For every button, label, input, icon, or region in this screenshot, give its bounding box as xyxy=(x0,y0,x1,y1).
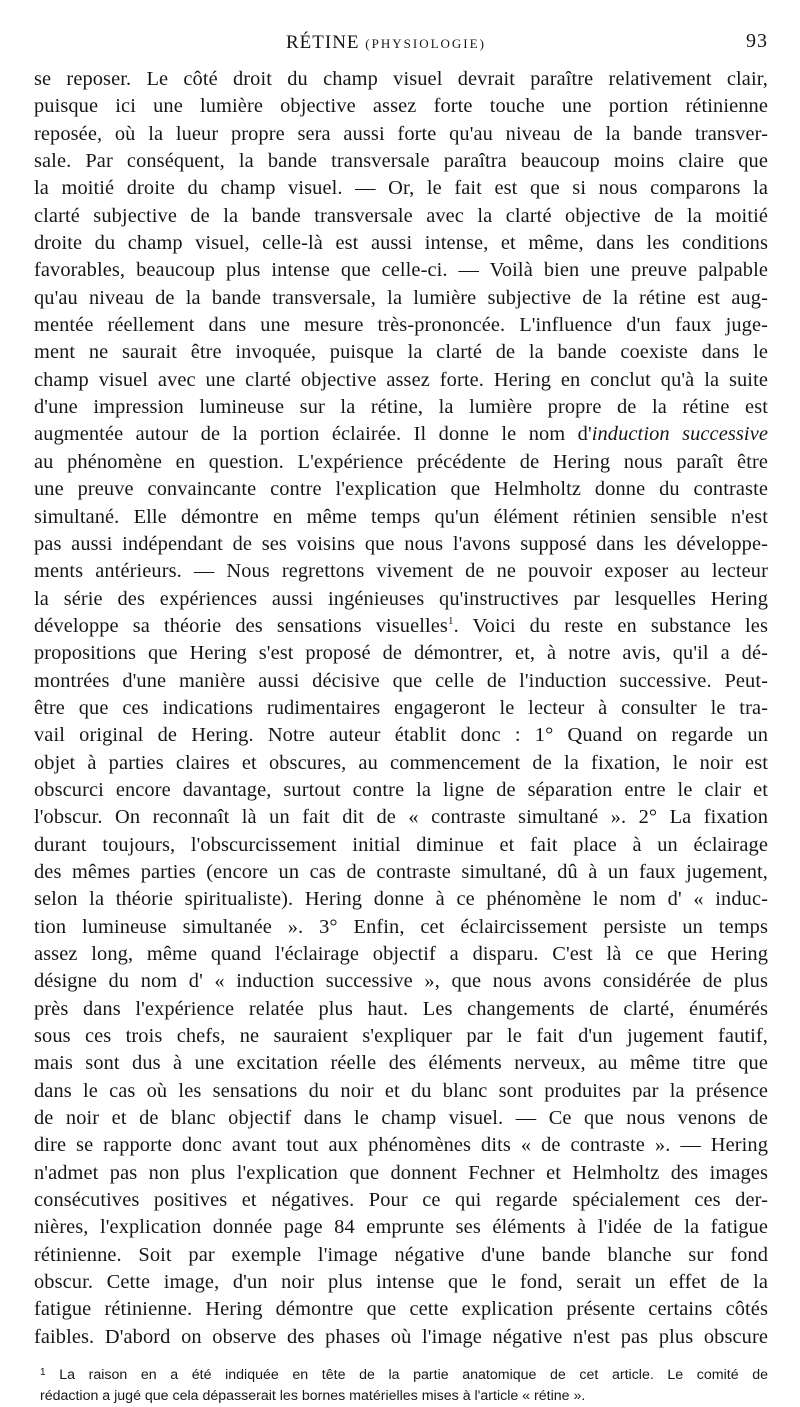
text-line: l'obscur. On reconnaît là un fait dit de « contraste simultané ». 2° La fixation xyxy=(34,806,768,829)
text-line: obscurci encore davantage, surtout contre la ligne de séparation entre le clair et xyxy=(34,778,768,801)
text-line: mentée réellement dans une mesure très-prononcée. L'influence d'un faux juge- xyxy=(34,314,768,337)
text-line: durant toujours, l'obscurcissement initial diminue et fait place à un éclairage xyxy=(34,833,768,856)
text-line: ments antérieurs. — Nous regrettons vivement de ne pouvoir exposer au lecteur xyxy=(34,560,768,583)
text-line-with-footnote-ref xyxy=(34,613,768,640)
text-line: consécutives positives et négatives. Pour ce qui regarde spécialement ces der- xyxy=(34,1189,768,1212)
footnote-line: rédaction a jugé que cela dépasserait les bornes matérielles mises à l'article « rétine ». xyxy=(40,1388,586,1405)
body-text xyxy=(34,66,768,1351)
text-line: montrées d'une manière aussi décisive que celle de l'induction successive. Peut- xyxy=(34,669,768,692)
text-line: faibles. D'abord on observe des phases où l'image négative n'est pas plus obscure xyxy=(34,1325,768,1348)
text-line: sous ces trois chefs, ne sauraient s'expliquer par le fait d'un jugement fautif, xyxy=(34,1025,768,1048)
text-line: rétinienne. Soit par exemple l'image négative d'une bande blanche sur fond xyxy=(34,1243,768,1266)
text-line: ment ne saurait être invoquée, puisque la clarté de la bande coexiste dans le xyxy=(34,341,768,364)
text-line: la série des expériences aussi ingénieuses qu'instructives par lesquelles Hering xyxy=(34,587,768,610)
text-segment: augmentée autour de la portion éclairée. Il donne le nom d' xyxy=(34,423,592,446)
text-line: désigne du nom d' « induction successive », que nous avons considérée de plus xyxy=(34,970,768,993)
running-title-main: RÉTINE xyxy=(286,32,360,53)
text-line: champ visuel avec une clarté objective assez forte. Hering en conclut qu'à la suite xyxy=(34,368,768,391)
text-line: dire se rapporte donc avant tout aux phénomènes dits « de contraste ». — Hering xyxy=(34,1134,768,1157)
text-line-with-italic xyxy=(34,421,768,448)
footnote-reference[interactable]: 1 xyxy=(447,614,454,627)
page xyxy=(34,28,768,1407)
text-line: une preuve convaincante contre l'explication que Helmholtz donne du contraste xyxy=(34,478,768,501)
page-number: 93 xyxy=(746,30,768,52)
text-line: de noir et de blanc objectif dans le champ visuel. — Ce que nous venons de xyxy=(34,1107,768,1130)
text-line: sale. Par conséquent, la bande transversale paraîtra beaucoup moins claire que xyxy=(34,150,768,173)
footnote-text: La raison en a été indiquée en tête de la partie anatomique de cet article. Le comité de xyxy=(59,1367,768,1384)
footnote-line xyxy=(40,1365,768,1386)
text-line: pas aussi indépendant de ses voisins que nous l'avons supposé dans les développe- xyxy=(34,532,768,555)
text-line: puisque ici une lumière objective assez forte touche une portion rétinienne xyxy=(34,95,768,118)
text-line: n'admet pas non plus l'explication que donnent Fechner et Helmholtz des images xyxy=(34,1161,768,1184)
text-line: être que ces indications rudimentaires engageront le lecteur à consulter le tra- xyxy=(34,696,768,719)
footnote xyxy=(34,1365,768,1407)
text-line: favorables, beaucoup plus intense que celle-ci. — Voilà bien une preuve palpable xyxy=(34,259,768,282)
text-line: vail original de Hering. Notre auteur établit donc : 1° Quand on regarde un xyxy=(34,724,768,747)
text-segment: développe sa théorie des sensations visuelles xyxy=(34,614,448,637)
text-line: des mêmes parties (encore un cas de contraste simultané, dû à un faux jugement, xyxy=(34,860,768,883)
text-line: la moitié droite du champ visuel. — Or, le fait est que si nous comparons la xyxy=(34,177,768,200)
italic-term: induction successive xyxy=(591,423,768,446)
text-line: reposée, où la lueur propre sera aussi forte qu'au niveau de la bande transver- xyxy=(34,122,768,145)
text-line: dans le cas où les sensations du noir et du blanc sont produites par la présence xyxy=(34,1079,768,1102)
running-title xyxy=(286,32,486,54)
text-line: obscur. Cette image, d'un noir plus intense que le fond, serait un effet de la xyxy=(34,1271,768,1294)
text-line: au phénomène en question. L'expérience précédente de Hering nous paraît être xyxy=(34,450,768,473)
text-line: nières, l'explication donnée page 84 emprunte ses éléments à l'idée de la fatigue xyxy=(34,1216,768,1239)
running-head xyxy=(34,28,768,66)
text-line: simultané. Elle démontre en même temps qu'un élément rétinien sensible n'est xyxy=(34,505,768,528)
text-line: propositions que Hering s'est proposé de démontrer, et, à notre avis, qu'il a dé- xyxy=(34,642,768,665)
text-segment: . Voici du reste en substance les xyxy=(453,614,768,637)
text-line: droite du champ visuel, celle-là est aussi intense, et même, dans les conditions xyxy=(34,232,768,255)
text-line: objet à parties claires et obscures, au commencement de la fixation, le noir est xyxy=(34,751,768,774)
text-line: d'une impression lumineuse sur la rétine, la lumière propre de la rétine est xyxy=(34,396,768,419)
text-line: selon la théorie spiritualiste). Hering donne à ce phénomène le nom d' « induc- xyxy=(34,888,768,911)
text-line: mais sont dus à une excitation réelle des éléments nerveux, au même titre que xyxy=(34,1052,768,1075)
text-line: assez long, même quand l'éclairage objectif a disparu. C'est là ce que Hering xyxy=(34,943,768,965)
text-line: se reposer. Le côté droit du champ visuel devrait paraître relativement clair, xyxy=(34,68,768,90)
text-line: près dans l'expérience relatée plus haut. Les changements de clarté, énumérés xyxy=(34,997,768,1020)
text-line: qu'au niveau de la bande transversale, la lumière subjective de la rétine est aug- xyxy=(34,286,768,309)
running-title-subtitle: (PHYSIOLOGIE) xyxy=(365,36,486,51)
text-line: clarté subjective de la bande transversale avec la clarté objective de la moitié xyxy=(34,204,768,227)
text-line: tion lumineuse simultanée ». 3° Enfin, cet éclaircissement persiste un temps xyxy=(34,915,768,938)
text-line: fatigue rétinienne. Hering démontre que cette explication présente certains côtés xyxy=(34,1298,768,1321)
footnote-marker: 1 xyxy=(40,1367,46,1379)
